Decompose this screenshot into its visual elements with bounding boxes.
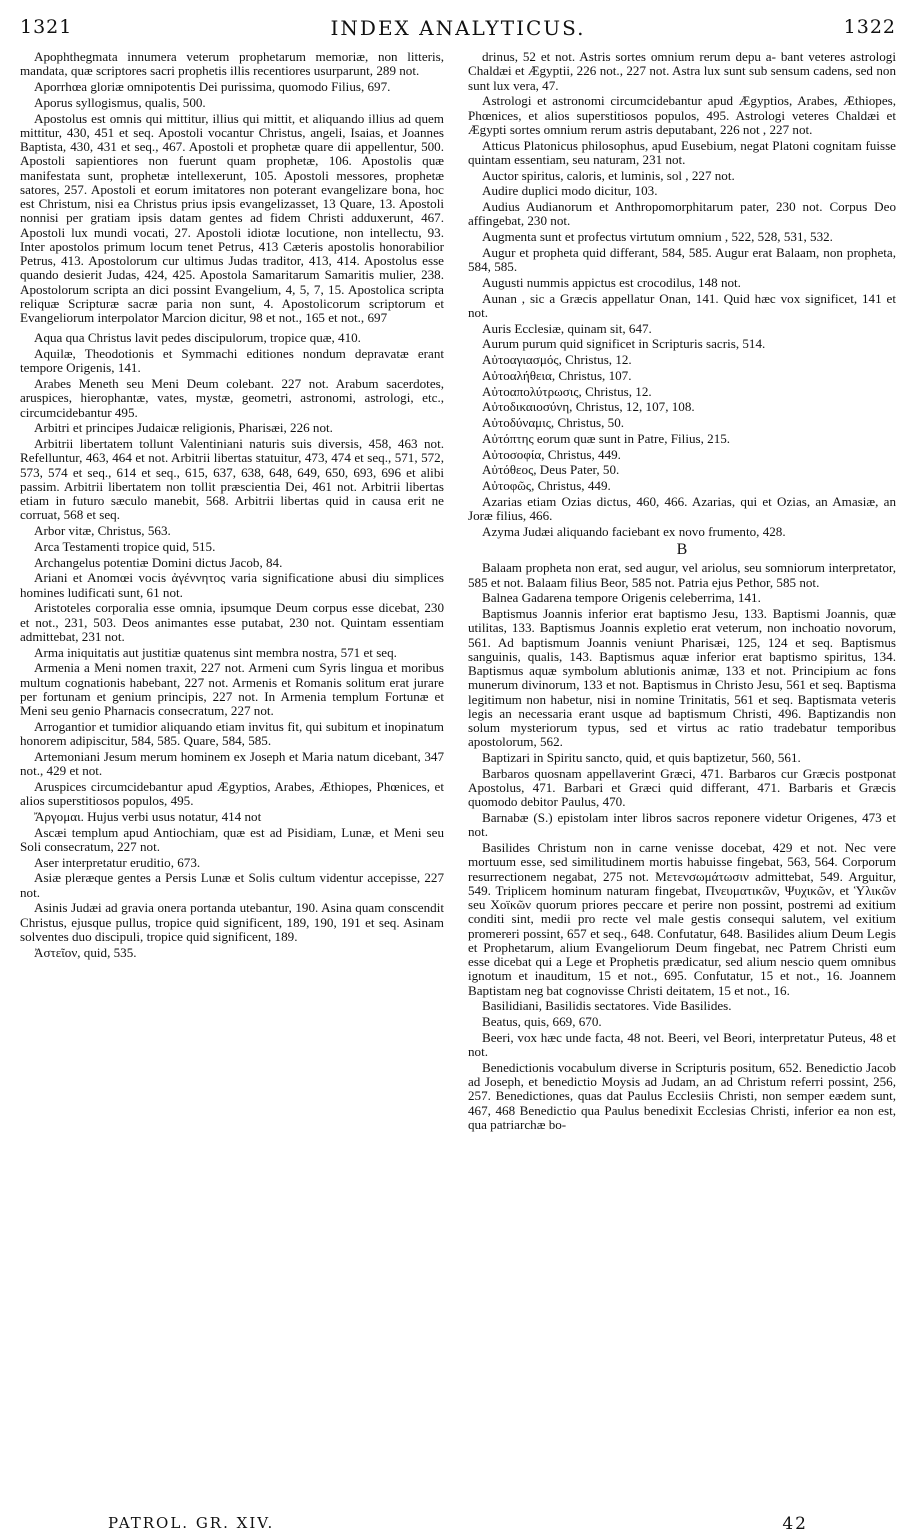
page-footer <box>20 1514 896 1534</box>
index-entry: Ascæi templum apud Antiochiam, quæ est ad Pisidiam, Lunæ, et Meni seu Soli consecratum, 227 not. <box>20 824 444 854</box>
index-entry: Balnea Gadarena tempore Origenis celeberrima, 141. <box>482 590 761 606</box>
page-number-right: 1322 <box>843 16 896 38</box>
index-entry: drinus, 52 et not. Astris sortes omnium rerum depu a- bant veteres astrologi Chaldæi et Ægyptii, 226 not., 227 not. Astra lux sunt sub sensum cadens, sed non sunt lux vera, 47. <box>468 50 896 93</box>
index-entry: Ἀστεῖον, quid, 535. <box>34 944 137 960</box>
index-entry: Aruspices circumcidebantur apud Ægyptios, Arabes, Æthiopes, Phœnices, et alios superstitiosos populos, 495. <box>20 778 444 808</box>
index-entry: Αὐτοσοφία, Christus, 449. <box>482 446 621 462</box>
index-entry: Aurum purum quid significet in Scripturis sacris, 514. <box>482 336 766 352</box>
index-entry: Aser interpretatur eruditio, 673. <box>34 854 201 870</box>
right-column <box>468 50 896 1512</box>
index-entry: Basilides Christum non in carne venisse docebat, 429 et not. Nec vere mortuum esse, sed similitudinem mortis habuisse fingebat, 563, 564. Corporum resurrectionem negabat, 275 not. Μετενσωμάτωσιν admittebat, 549. Arguitur, 549. Triplicem hominum naturam fingebat, Πνευματικῶν, Ψυχικῶν, et Ὑλικῶν seu Χοϊκῶν quorum priores peccare et perire non possint, postremi ad exitium conditi sint, medii pro recte vel male gestis consequi salutem, vel exitium promererі possint, 657 et seq., 648. Confutatur, 648. Basilides alium Deum Legis et Prophetarum, alium Evangeliorum Deum fingebat, nec Patrem Christi eum esse dicebat qui a Lege et Prophetis prædicatur, sed alium nescio quem omnibus ignotum et inauditum, 15 et not., 695. Confutatur, 15 et not., 16. Joannem Baptistam neg bat cognovisse Christi deitatem, 15 et not., 16. <box>468 840 896 998</box>
index-entry: Aunan , sic a Græcis appellatur Onan, 141. Quid hæc vox significet, 141 et not. <box>468 290 896 320</box>
index-entry: Astrologi et astronomi circumcidebantur apud Ægyptios, Arabes, Æthiopes, Phœnices, et alios superstitiosos populos, 495. Astrologi veteres Chaldæi et Ægypti sortes omnium rerum astris deputabant, 226 not , 227 not. <box>468 93 896 137</box>
index-entry: Ariani et Anomœi vocis ἀγέννητος varia significatione abusi diu simplices homines ludificati sunt, 61 not. <box>20 570 444 600</box>
index-entry: Beeri, vox hæc unde facta, 48 not. Beeri, vel Beori, interpretatur Puteus, 48 et not. <box>468 1029 896 1059</box>
index-entry: Arbitri et principes Judaicæ religionis, Pharisæi, 226 not. <box>34 420 333 436</box>
index-entry: Azarias etiam Ozias dictus, 460, 466. Azarias, qui et Ozias, an Amasiæ, an Joræ filius, 466. <box>468 493 896 523</box>
index-entry: Arbitrii libertatem tollunt Valentiniani naturis suis diversis, 458, 463 not. Refelluntur, 463, 464 et not. Arbitrii libertas statuitur, 473, 474 et seq., 571, 572, 573, 574 et seq., 614 et seq., 615, 637, 638, 648, 649, 650, 693, 696 et alibi passim. Arbitrii libertatem non tollit præscientia Dei, 461 not. Arbitrii libertas etiam in futuro sæculo manebit, 568. Arbitrii libertas quid in causa erit ne corruat, 568 et seq. <box>20 436 444 523</box>
index-entry: Αὐτοφῶς, Christus, 449. <box>482 478 611 493</box>
index-entry: Audire duplici modo dicitur, 103. <box>482 183 658 199</box>
index-entry: Aporus syllogismus, qualis, 500. <box>34 94 206 110</box>
index-entry: Αὐτοαπολύτρωσις, Christus, 12. <box>482 383 652 399</box>
index-entry: Arbor vitæ, Christus, 563. <box>34 523 171 538</box>
index-entry: Barnabæ (S.) epistolam inter libros sacros reponere videtur Origenes, 473 et not. <box>468 810 896 840</box>
page-number-left: 1321 <box>20 16 73 38</box>
footer-sheet-number: 42 <box>782 1514 808 1534</box>
index-entry: Asiæ pleræque gentes a Persis Lunæ et Solis cultum videntur accepisse, 227 not. <box>20 870 444 900</box>
index-entry: Αὐτόθεος, Deus Pater, 50. <box>482 462 620 478</box>
index-entry: Apophthegmata innumera veterum prophetarum memoriæ, non litteris, mandata, quæ scriptores sacri prophetis illis recentiores usurparunt, 289 not. <box>20 50 444 79</box>
index-entry: Atticus Platonicus philosophus, apud Eusebium, negat Platoni cognitam fuisse quintam essentiam, seu naturam, 231 not. <box>468 137 896 167</box>
index-entry: Augmenta sunt et profectus virtutum omnium , 522, 528, 531, 532. <box>482 229 833 244</box>
index-entry: Armenia a Meni nomen traxit, 227 not. Armeni cum Syris lingua et moribus multum cognationis habebant, 227 not. Armenis et Romanis solitum erat jurare per fortunam et genium principis, 227 not. In Armenia templum Fortunæ et Meni seu genio Pharnacis consecratum, 227 not. <box>20 660 444 718</box>
index-entry: Arca Testamenti tropice quid, 515. <box>34 538 216 554</box>
index-entry: Aporrhœa gloriæ omnipotentis Dei purissima, quomodo Filius, 697. <box>34 79 391 94</box>
index-entry: Azyma Judæi aliquando faciebant ex novo frumento, 428. <box>482 523 786 539</box>
index-entry: Benedictionis vocabulum diverse in Scripturis positum, 652. Benedictio Jacob ad Joseph, et benedictio Moysis ad Judam, an ad Christum referri possint, 256, 257. Benedictiones, quas dat Paulus Ecclesiis Christi, non semper eædem sunt, 467, 468 Benedictio qua Paulus benedixit Ecclesias Christi, inferior ea non est, qua patriarchæ bo- <box>468 1059 896 1132</box>
index-entry: Auctor spiritus, caloris, et luminis, sol , 227 not. <box>482 167 735 183</box>
index-entry: Aristoteles corporalia esse omnia, ipsumque Deum corpus esse dicebat, 230 et not., 231, 503. Deos animantes esse putabat, 230 not. Quintam essentiam admittebat, 231 not. <box>20 600 444 644</box>
index-entry: Αὐτοδικαιοσύνη, Christus, 12, 107, 108. <box>482 399 695 415</box>
index-entry: Asinis Judæi ad gravia onera portanda utebantur, 190. Asina quam conscendit Christus, ejusque pullus, tropice quid significent, 189, 190, 191 et seq. Asinam solventes duo discipuli, tropice quid significent, 189. <box>20 900 444 944</box>
index-entry: Αὐτόπτης eorum quæ sunt in Patre, Filius, 215. <box>482 430 731 446</box>
index-entry: Artemoniani Jesum merum hominem ex Joseph et Maria natum dicebant, 347 not., 429 et not. <box>20 748 444 778</box>
footer-signature: PATROL. GR. XIV. <box>108 1514 275 1532</box>
index-entry: Aquilæ, Theodotionis et Symmachi editiones nondum depravatæ erant tempore Origenis, 141. <box>20 346 444 376</box>
index-entry: Beatus, quis, 669, 670. <box>482 1014 602 1029</box>
index-entry: Αὐτοαγιασμός, Christus, 12. <box>482 352 632 367</box>
index-entry: Apostolus est omnis qui mittitur, illius qui mittit, et aliquando illius ad quem mittitur, 430, 451 et seq. Apostoli vocantur Christus, angeli, Isaias, et Joannes Baptista, 430, 431 et seq., 467. Apostoli et prophetæ quare dii appellentur, 500. Apostoli sapientiores non fuerunt quam prophetæ, 106. Apostolis quæ manifestata sunt, prophetæ intellexerunt, 105. Apostoli messores, prophetæ satores, 257. Apostoli et eorum imitatores non poterant evangelizare bona, hoc est Christum, nisi ea Christus prius ipsis evangelizasset, 13 Quare, 13. Apostoli nonnisi per gratiam ipsis datam gentes ad fidem Christi adduxerunt, 467. Apostoli lux mundi vocati, 27. Apostoli idiotæ locutione, non intellectu, 93. Inter apostolos primum locum tenet Petrus, 413 Cæteris apostolis honorabilior Petrus, 413. Apostolorum cur ultimus Judas traditor, 413, 414. Apostolus esse quando desierit Judas, 424, 425. Apostola Samaritarum Samaritis mulier, 238. Apostolorum scripta an dici possint Evangelium, 4, 5, 7, 15. Apostolica scripta reliquæ Scripturæ sacræ paria non sunt, 4. Apostolicorum scriptorum et Evangeliorum interpolator Marcion dicitur, 98 et not., 165 et not., 697 <box>20 110 444 325</box>
index-entry: Arma iniquitatis aut justitiæ quatenus sint membra nostra, 571 et seq. <box>34 644 397 660</box>
index-entry: Augusti nummis appictus est crocodilus, 148 not. <box>482 274 741 290</box>
index-entry: Αὐτοδύναμις, Christus, 50. <box>482 415 625 430</box>
page-title: INDEX ANALYTICUS. <box>330 16 586 40</box>
index-entry: Arabes Meneth seu Meni Deum colebant. 227 not. Arabum sacerdotes, aruspices, hierophantæ, vates, mystæ, geometri, astronomi, astrologi, etc., circumcidebantur 495. <box>20 376 444 420</box>
index-entry: Arrogantior et tumidior aliquando etiam invitus fit, qui subitum et inopinatum honorem adipiscitur, 584, 585. Quare, 584, 585. <box>20 718 444 748</box>
index-entry: Archangelus potentiæ Domini dictus Jacob, 84. <box>34 554 283 570</box>
section-heading: B <box>676 541 688 558</box>
running-header <box>20 16 896 46</box>
index-entry: Auris Ecclesiæ, quinam sit, 647. <box>482 320 652 336</box>
index-entry: Baptismus Joannis inferior erat baptismo Jesu, 133. Baptismi Joannis, quæ utilitas, 133. Baptismus Joannis expletio erat veterum, non inchoatio novorum, 561. Ad baptismum Joannis veniunt Pharisæi, 125, 124 et seq. Baptismus sanguinis, qualis, 143. Baptismus aquæ inferior erat baptismo spiritus, 134. Baptismus aquæ symbolum ablutionis animæ, 133 et not. Principium ac fons munerum divinorum, 133 et not. Baptismus in Christo Jesu, 561 et seq. Baptisma legitimum non habetur, nisi in nomine Trinitatis, 561 et seq. Baptismata veteris legis an necessaria erant usque ad baptismum Christi, 496. Baptizandis non solum mysteriorum typus, sed et virtus ac ratio tradebatur temporibus apostolorum, 562. <box>468 606 896 750</box>
index-entry: Augur et propheta quid differant, 584, 585. Augur erat Balaam, non propheta, 584, 585. <box>468 244 896 274</box>
index-entry: Aqua qua Christus lavit pedes discipulorum, tropice quæ, 410. <box>34 330 361 346</box>
index-entry: Barbaros quosnam appellaverint Græci, 471. Barbaros cur Græcis postponat Apostolus, 471. Barbari et Græci quid differant, 471. Barbaris et Græcis quomodo debitor Paulus, 470. <box>468 765 896 810</box>
index-entry: Balaam propheta non erat, sed augur, vel ariolus, seu somniorum interpretator, 585 et not. Balaam filius Beor, 585 not. Patria ejus Pethor, 585 not. <box>468 560 896 590</box>
index-entry: Ἄργομαι. Hujus verbi usus notatur, 414 not <box>34 808 262 824</box>
index-entry: Basilidiani, Basilidis sectatores. Vide Basilides. <box>482 998 732 1014</box>
index-entry: Audius Audianorum et Anthropomorphitarum pater, 230 not. Corpus Deo affingebat, 230 not. <box>468 199 896 229</box>
left-column <box>20 50 444 1512</box>
index-entry: Baptizari in Spiritu sancto, quid, et quis baptizetur, 560, 561. <box>482 750 801 765</box>
index-entry: Αὐτοαλήθεια, Christus, 107. <box>482 367 632 383</box>
